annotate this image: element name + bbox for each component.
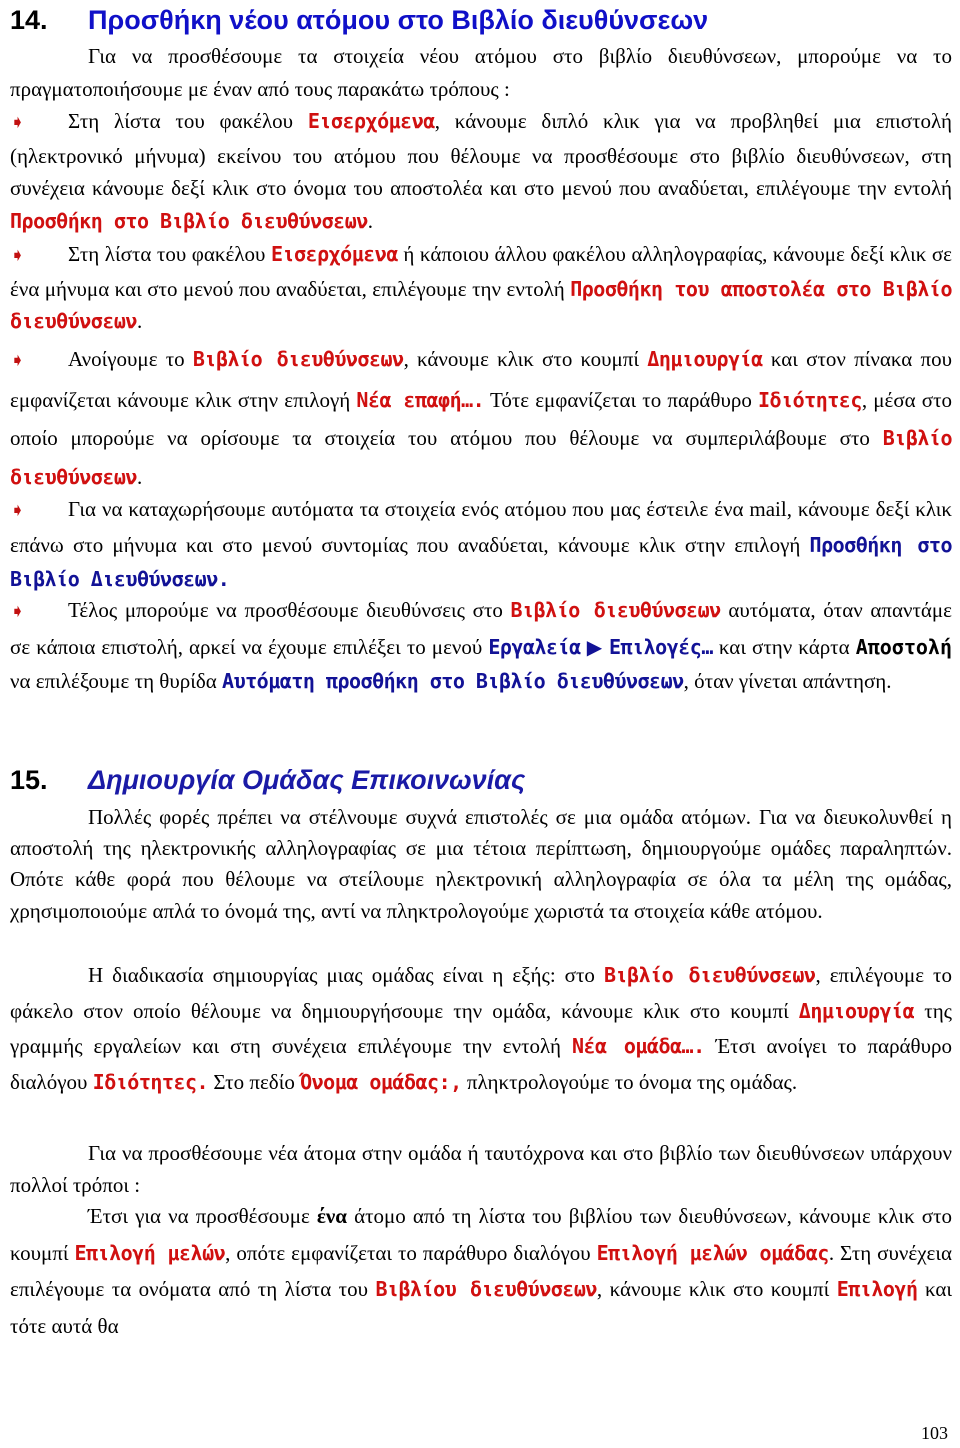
- section-15-paragraph-4: Έτσι για να προσθέσουμε ένα άτομο από τη λίστα του βιβλίου των διευθύνσεων, κάνουμε κλικ στο κουμπί Επιλογή μελών, οπότε εμφανίζεται το παράθυρο διαλόγου Επιλογή μελών ομάδας. Στη συνέχεια επιλέγουμε τα ονόματα από τη λίστα του Βιβλίου διευθύνσεων, κάνουμε κλικ στο κουμπί Επιλογή και τότε αυτά θα: [10, 1204, 953, 1338]
- section-15-paragraph-3: Για να προσθέσουμε νέα άτομα στην ομάδα ή ταυτόχρονα και στο βιβλίο των διευθύνσεων υπάρχουν πολλοί τρόποι :: [10, 1141, 952, 1197]
- section-15-heading: [10, 763, 525, 797]
- keyword-send-tab: Αποστολή: [855, 634, 953, 659]
- bullet-3: ➧ Ανοίγουμε το Βιβλίο διευθύνσεων, κάνουμε κλικ στο κουμπί Δημιουργία και στον πίνακα που εμφανίζεται κάνουμε κλικ στην επιλογή Νέα επαφή…. Τότε εμφανίζεται το παράθυρο Ιδιότητες, μέσα στο οποίο μπορούμε να ορίσουμε τα στοιχεία του ατόμου που θέλουμε να συμπεριλάβουμε στο Βιβλίο διευθύνσεων.: [10, 340, 952, 496]
- keyword-create: Δημιουργία: [647, 347, 763, 371]
- keyword-add-sender: Προσθήκη του αποστολέα στο Βιβλίο διευθύνσεων: [10, 276, 952, 333]
- section-14-number: 14.: [10, 5, 48, 35]
- keyword-new-group: Νέα ομάδα….: [571, 1034, 705, 1058]
- section-14-heading: [10, 3, 708, 37]
- keyword-options: Επιλογές…: [608, 634, 713, 659]
- bullet-1: ➧ Στη λίστα του φακέλου Εισερχόμενα, κάνουμε διπλό κλικ για να προβληθεί μια επιστολή (ηλεκτρονικό μήνυμα) εκείνου του ατόμου που θέλουμε να προσθέσουμε στο βιβλίο διευθύνσεων, στη συνέχεια κάνουμε δεξί κλικ στο όνομα του αποστολέα και στο μενού που αναδύεται, επιλέγουμε την εντολή Προσθήκη στο Βιβλίο διευθύνσεων.: [10, 109, 952, 233]
- keyword-address-book: Βιβλίο διευθύνσεων: [192, 347, 404, 371]
- section-15-title: Δημιουργία Ομάδας Επικοινωνίας: [88, 765, 526, 795]
- bullet-2: ➧ Στη λίστα του φακέλου Εισερχόμενα ή κάποιου άλλου φακέλου αλληλογραφίας, κάνουμε δεξί κλικ σε ένα μήνυμα και στο μενού που αναδύεται, επιλέγουμε την εντολή Προσθήκη του αποστολέα στο Βιβλίο διευθύνσεων.: [10, 242, 953, 333]
- section-15-paragraph-2: Η διαδικασία σημιουργίας μιας ομάδας είναι η εξής: στο Βιβλίο διευθύνσεων, επιλέγουμε το φάκελο στον οποίο θέλουμε να δημιουργήσουμε την ομάδα, κάνουμε κλικ στο κουμπί Δημιουργία της γραμμής εργαλείων και στη συνέχεια επιλέγουμε την εντολή Νέα ομάδα…. Έτσι ανοίγει το παράθυρο διαλόγου Ιδιότητες. Στο πεδίο Όνομα ομάδας:, πληκτρολογούμε το όνομα της ομάδας.: [10, 963, 952, 1094]
- keyword-new-contact: Νέα επαφή….: [356, 387, 485, 412]
- keyword-select-members: Επιλογή μελών: [74, 1240, 226, 1265]
- keyword-tools: Εργαλεία: [488, 634, 581, 659]
- red-arrow-bullet-icon: ➧: [10, 245, 26, 266]
- keyword-inbox: Εισερχόμενα: [270, 242, 398, 266]
- keyword-add-to-address-book: Προσθήκη στο Βιβλίο διευθύνσεων: [10, 208, 368, 233]
- red-arrow-bullet-icon: ➧: [10, 112, 26, 133]
- red-arrow-bullet-icon: ➧: [10, 500, 26, 521]
- section-15-number: 15.: [10, 765, 48, 795]
- menu-arrow-icon: ▶: [586, 634, 603, 659]
- keyword-inbox: Εισερχόμενα: [307, 109, 435, 133]
- keyword-create: Δημιουργία: [798, 998, 915, 1023]
- keyword-address-book: Βιβλίο διευθύνσεων: [603, 963, 816, 987]
- section-15-paragraph-1: Πολλές φορές πρέπει να στέλνουμε συχνά επιστολές σε μια ομάδα ατόμων. Για να διευκολυνθεί η αποστολή της ηλεκτρονικής αλληλογραφίας σε μια τέτοια περίπτωση, δημιουργούμε ομάδες παραληπτών. Οπότε κάθε φορά που θέλουμε να στείλουμε ηλεκτρονική αλληλογραφία σε όλα τα μέλη της ομάδας, χρησιμοποιούμε απλά το όνομά της, αντί να πληκτρολογούμε χωριστά τα στοιχεία κάθε ατόμου.: [10, 805, 952, 923]
- keyword-auto-add: Αυτόματη προσθήκη στο Βιβλίο διευθύνσεων: [222, 669, 684, 693]
- keyword-address-book: Βιβλίο διευθύνσεων: [10, 426, 952, 489]
- keyword-select-group-members: Επιλογή μελών ομάδας: [596, 1240, 829, 1265]
- red-arrow-bullet-icon: ➧: [10, 350, 26, 371]
- red-arrow-bullet-icon: ➧: [10, 601, 26, 622]
- bullet-5: ➧ Τέλος μπορούμε να προσθέσουμε διευθύνσεις στο Βιβλίο διευθύνσεων αυτόματα, όταν απαντάμε σε κάποια επιστολή, αρκεί να έχουμε επιλέξει το μενού Εργαλεία ▶ Επιλογές… και στην κάρτα Αποστολή να επιλέξουμε τη θυρίδα Αυτόματη προσθήκη στο Βιβλίο διευθύνσεων, όταν γίνεται απάντηση.: [10, 593, 952, 699]
- keyword-one: ένα: [316, 1204, 347, 1228]
- keyword-address-book: Βιβλίο διευθύνσεων: [510, 598, 721, 622]
- keyword-properties: Ιδιότητες.: [92, 1069, 209, 1094]
- keyword-group-name: Όνομα ομάδας:,: [300, 1069, 462, 1094]
- keyword-select: Επιλογή: [836, 1277, 918, 1301]
- bullet-4: ➧ Για να καταχωρήσουμε αυτόματα τα στοιχεία ενός ατόμου που μας έστειλε ένα mail, κάνουμε δεξί κλικ επάνω στο μήνυμα και στο μενού συντομίας που αναδύεται, κάνουμε κλικ στην επιλογή Προσθήκη στο Βιβλίο Διευθύνσεων.: [10, 492, 952, 596]
- section-14-intro: Για να προσθέσουμε τα στοιχεία νέου ατόμου στο βιβλίο διευθύνσεων, μπορούμε να το πραγματοποιήσουμε με έναν από τους παρακάτω τρόπους :: [10, 44, 952, 101]
- keyword-address-book-genitive: Βιβλίου διευθύνσεων: [375, 1277, 597, 1301]
- page-number: 103: [921, 1423, 948, 1443]
- keyword-properties: Ιδιότητες: [758, 387, 862, 412]
- keyword-add-to-address-book-blue: Προσθήκη στο Βιβλίο Διευθύνσεων.: [10, 533, 952, 591]
- section-14-title: Προσθήκη νέου ατόμου στο Βιβλίο διευθύνσεων: [88, 5, 709, 35]
